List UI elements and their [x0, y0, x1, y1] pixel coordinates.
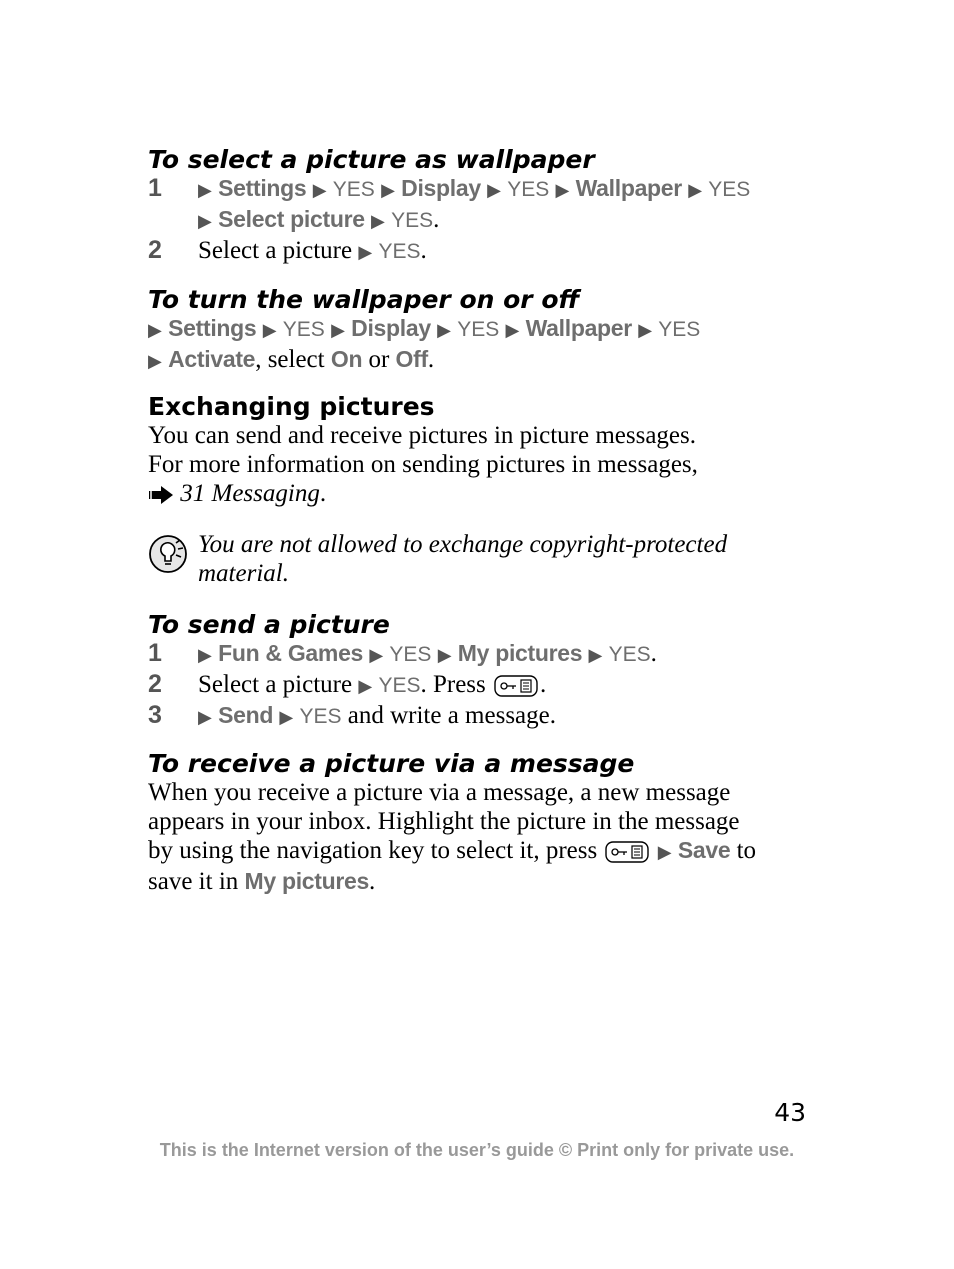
- tip-note: [148, 530, 828, 588]
- tip-line: material.: [198, 560, 289, 587]
- arrow-right-icon: ▶: [370, 211, 385, 232]
- options-key-icon: [605, 841, 649, 863]
- step-1: [148, 639, 828, 670]
- tip-text: [198, 530, 828, 588]
- arrow-right-icon: ▶: [148, 320, 162, 341]
- tip-line: You are not allowed to exchange copyright-protected: [198, 531, 728, 558]
- text: to: [730, 837, 757, 864]
- step-number: 1: [148, 639, 162, 667]
- arrow-right-icon: ▶: [358, 242, 373, 263]
- lightbulb-tip-icon: [148, 534, 188, 574]
- paragraph-line: When you receive a picture via a message, a new message: [148, 779, 731, 806]
- yes-key: YES: [282, 318, 325, 341]
- option-on: On: [330, 346, 363, 372]
- yes-key: YES: [378, 674, 421, 697]
- yes-key: YES: [658, 318, 701, 341]
- arrow-right-icon: ▶: [487, 180, 501, 201]
- yes-key: YES: [332, 178, 375, 201]
- arrow-right-icon: ▶: [358, 676, 373, 697]
- reference-arrow-icon: [148, 485, 174, 505]
- menu-select-picture: Select picture: [218, 206, 365, 232]
- step-3: [148, 701, 828, 732]
- arrow-right-icon: ▶: [198, 707, 212, 728]
- menu-save: Save: [677, 837, 731, 863]
- text: by using the navigation key to select it, press: [148, 837, 598, 864]
- menu-display: Display: [351, 315, 431, 341]
- xref-link[interactable]: 31 Messaging: [180, 480, 320, 507]
- arrow-right-icon: ▶: [369, 645, 384, 666]
- arrow-right-icon: ▶: [148, 351, 162, 372]
- paragraph-line: For more information on sending pictures in messages,: [148, 451, 698, 478]
- menu-path-line-2: [148, 345, 828, 376]
- option-off: Off: [395, 346, 428, 372]
- step-number: 1: [148, 174, 162, 202]
- arrow-right-icon: ▶: [657, 842, 672, 863]
- section-select-wallpaper: [148, 145, 828, 267]
- period: .: [420, 237, 427, 264]
- menu-path-line-1: [148, 314, 828, 345]
- section-title: To select a picture as wallpaper: [148, 145, 595, 174]
- menu-activate: Activate: [168, 346, 256, 372]
- paragraph-line: You can send and receive pictures in picture messages.: [148, 422, 696, 449]
- step-2: [148, 670, 828, 701]
- yes-key: YES: [457, 318, 500, 341]
- arrow-right-icon: ▶: [198, 180, 212, 201]
- step-text: Select a picture: [198, 671, 353, 698]
- arrow-right-icon: ▶: [437, 645, 452, 666]
- section-title: Exchanging pictures: [148, 392, 435, 421]
- period: .: [319, 480, 327, 507]
- section-title: To receive a picture via a message: [148, 749, 635, 778]
- menu-settings: Settings: [218, 175, 307, 201]
- menu-send: Send: [218, 702, 274, 728]
- arrow-right-icon: ▶: [437, 320, 451, 341]
- menu-wallpaper: Wallpaper: [575, 175, 682, 201]
- arrow-right-icon: ▶: [588, 645, 603, 666]
- arrow-right-icon: ▶: [312, 180, 327, 201]
- step-2: [148, 236, 828, 267]
- step-number: 2: [148, 236, 162, 264]
- yes-key: YES: [378, 240, 421, 263]
- page-number: 43: [774, 1098, 806, 1127]
- yes-key: YES: [608, 643, 651, 666]
- period: .: [369, 868, 376, 895]
- yes-key: YES: [299, 705, 342, 728]
- section-wallpaper-on-off: [148, 285, 828, 376]
- menu-settings: Settings: [168, 315, 257, 341]
- menu-my-pictures: My pictures: [457, 640, 583, 666]
- cross-reference: [148, 479, 828, 508]
- options-key-icon: [494, 675, 538, 697]
- menu-display: Display: [401, 175, 481, 201]
- text: or: [362, 346, 396, 373]
- period: .: [650, 640, 657, 667]
- period: .: [433, 206, 440, 233]
- step-number: 3: [148, 701, 162, 729]
- section-exchanging-pictures: [148, 392, 828, 508]
- paragraph-line: [148, 836, 828, 867]
- arrow-right-icon: ▶: [262, 320, 277, 341]
- step-number: 2: [148, 670, 162, 698]
- paragraph-line: [148, 867, 828, 896]
- arrow-right-icon: ▶: [198, 645, 212, 666]
- period: .: [540, 671, 547, 698]
- footer-notice: This is the Internet version of the user’s guide © Print only for private use.: [159, 1140, 795, 1160]
- yes-key: YES: [391, 209, 434, 232]
- step-text: and write a message.: [341, 702, 557, 729]
- paragraph-line: appears in your inbox. Highlight the picture in the message: [148, 808, 740, 835]
- arrow-right-icon: ▶: [279, 707, 294, 728]
- section-title: To turn the wallpaper on or off: [148, 285, 580, 314]
- yes-key: YES: [507, 178, 550, 201]
- step-1-cont: [148, 205, 828, 236]
- step-1: [148, 174, 828, 205]
- arrow-right-icon: ▶: [688, 180, 703, 201]
- arrow-right-icon: ▶: [555, 180, 570, 201]
- step-text: . Press: [420, 671, 486, 698]
- period: .: [427, 346, 435, 373]
- arrow-right-icon: ▶: [198, 211, 212, 232]
- arrow-right-icon: ▶: [331, 320, 345, 341]
- step-text: Select a picture: [198, 237, 353, 264]
- arrow-right-icon: ▶: [381, 180, 395, 201]
- section-receive-picture: [148, 749, 828, 896]
- yes-key: YES: [708, 178, 751, 201]
- text: save it in: [148, 868, 245, 895]
- arrow-right-icon: ▶: [505, 320, 520, 341]
- yes-key: YES: [389, 643, 432, 666]
- menu-fun-games: Fun & Games: [218, 640, 364, 666]
- section-title: To send a picture: [148, 610, 390, 639]
- text: , select: [255, 346, 331, 373]
- menu-my-pictures: My pictures: [244, 868, 370, 894]
- menu-wallpaper: Wallpaper: [525, 315, 632, 341]
- section-send-picture: [148, 610, 828, 732]
- arrow-right-icon: ▶: [638, 320, 653, 341]
